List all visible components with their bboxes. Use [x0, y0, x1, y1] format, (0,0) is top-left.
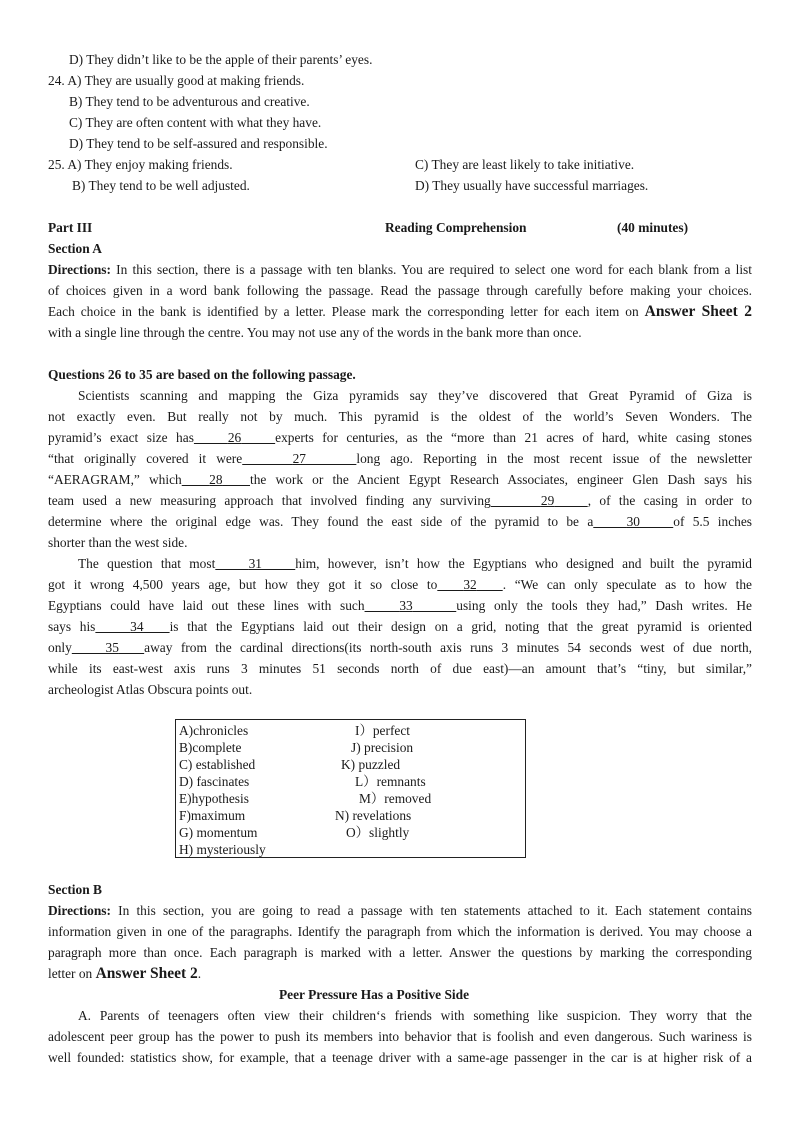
q24-option-b: B) They tend to be adventurous and creative. — [69, 94, 310, 109]
paragraph-a-line: well founded: statistics show, for example, that a teenage driver with a same-age passenger in the car is at higher risk of a — [48, 1050, 752, 1065]
blank-29: 29 — [540, 493, 555, 508]
section-b-directions-line-2: information given in one of the paragraphs. Identify the paragraph from which the information is derived. You may choose a — [48, 924, 752, 939]
bank-choice: L）remnants — [355, 774, 426, 789]
passage-title: Peer Pressure Has a Positive Side — [278, 987, 470, 1002]
section-b-directions-line-4: letter on Answer Sheet 2. — [48, 965, 202, 982]
directions-label: Directions: — [48, 903, 111, 918]
passage-line: “that originally covered it were 27 long ago. Reporting in the most recent issue of the newsletter — [48, 451, 752, 466]
passage-line: Scientists scanning and mapping the Giza pyramids say they’ve discovered that Great Pyramid of Giza is — [78, 388, 752, 403]
bank-choice: N) revelations — [335, 808, 412, 823]
bank-choice: O）slightly — [346, 825, 410, 840]
passage-line: only 35 away from the cardinal directions(its north-south axis runs 3 minutes 54 seconds west of due north, — [48, 640, 753, 655]
bank-choice: C) established — [179, 757, 256, 772]
passage-line: archeologist Atlas Obscura points out. — [48, 682, 253, 697]
questions-heading: Questions 26 to 35 are based on the following passage. — [48, 367, 356, 382]
directions-label: Directions: — [48, 262, 111, 277]
bank-choice: I）perfect — [355, 723, 411, 738]
bank-choice: K) puzzled — [341, 757, 401, 772]
bank-choice: A)chronicles — [179, 723, 249, 738]
passage-line: “AERAGRAM,” which 28 the work or the Ancient Egypt Research Associates, engineer Glen Dash says his — [48, 472, 753, 487]
section-b-heading: Section B — [48, 882, 102, 897]
passage-line: says his 34 is that the Egyptians laid out their design on a grid, noting that the great pyramid is oriented — [48, 619, 752, 634]
passage-line: determine where the original edge was. They found the east side of the pyramid to be a 30 of 5.5 inches — [48, 514, 752, 529]
section-a-directions-line-4: with a single line through the centre. You may not use any of the words in the bank more than once. — [48, 325, 582, 340]
blank-26: 26 — [227, 430, 242, 445]
part-label: Part III — [48, 220, 93, 235]
part-title: Reading Comprehension — [385, 220, 527, 235]
q24-option-a: 24. A) They are usually good at making friends. — [48, 73, 305, 88]
q25-option-c: C) They are least likely to take initiative. — [415, 157, 635, 172]
bank-choice: B)complete — [179, 740, 242, 755]
blank-34: 34 — [130, 619, 144, 634]
bank-choice: M）removed — [359, 791, 432, 806]
q24-option-d: D) They tend to be self-assured and responsible. — [69, 136, 328, 151]
section-b-directions-line-3: paragraph more than once. Each paragraph is marked with a letter. Answer the questions by marking the corresponding — [48, 945, 752, 960]
q25-option-d: D) They usually have successful marriages. — [415, 178, 649, 193]
q25-option-b: B) They tend to be well adjusted. — [72, 178, 250, 193]
section-a-heading: Section A — [48, 241, 102, 256]
bank-choice: J) precision — [351, 740, 414, 755]
part-time: (40 minutes) — [617, 220, 689, 235]
answer-sheet-label: Answer Sheet 2 — [95, 965, 198, 982]
passage-line: The question that most 31 him, however, isn’t how the Egyptians who designed and built the pyramid — [78, 556, 752, 571]
bank-choice: D) fascinates — [179, 774, 250, 789]
paragraph-a-line: adolescent peer group has the power to push its members into behavior that is foolish and even dangerous. Such wariness is — [48, 1029, 752, 1044]
passage-line: pyramid’s exact size has 26 experts for centuries, as the “more than 21 acres of hard, white casing stones — [48, 430, 753, 445]
bank-choice: F)maximum — [179, 808, 246, 823]
passage-line: Egyptians could have laid out these lines with such 33 using only the tools they had,” Dash writes. He — [48, 598, 752, 613]
passage-line: got it wrong 4,500 years age, but how they got it so close to 32 . “We can only speculate as to how the — [48, 577, 753, 592]
q23-option-d: D) They didn’t like to be the apple of their parents’ eyes. — [69, 52, 373, 67]
blank-27: 27 — [292, 451, 306, 466]
q24-option-c: C) They are often content with what they have. — [69, 115, 322, 130]
blank-28: 28 — [209, 472, 223, 487]
bank-choice: E)hypothesis — [179, 791, 249, 806]
blank-31: 31 — [248, 556, 262, 571]
section-a-directions-line-1: Directions: In this section, there is a passage with ten blanks. You are required to select one word for each blank from a list — [48, 262, 752, 277]
blank-35: 35 — [105, 640, 119, 655]
section-a-directions-line-3: Each choice in the bank is identified by a letter. Please mark the corresponding letter for each item on Answer Sheet 2 — [48, 303, 752, 320]
passage-line: while its east-west axis runs 3 minutes 51 seconds north of due east)—an amount that’s “tiny, but similar,” — [48, 661, 752, 676]
blank-32: 32 — [463, 577, 477, 592]
section-b-directions-line-1: Directions: In this section, you are going to read a passage with ten statements attached to it. Each statement contains — [48, 903, 752, 918]
section-a-directions-line-2: of choices given in a word bank following the passage. Read the passage through carefully before making your choices. — [48, 283, 752, 298]
word-bank — [175, 719, 526, 858]
q25-option-a: 25. A) They enjoy making friends. — [48, 157, 233, 172]
bank-choice: G) momentum — [179, 825, 258, 840]
answer-sheet-label: Answer Sheet 2 — [644, 303, 752, 320]
passage-line: team used a new measuring approach that involved finding any surviving 29 , of the casing in order to — [48, 493, 752, 508]
blank-30: 30 — [626, 514, 640, 529]
passage-line: shorter than the west side. — [48, 535, 188, 550]
passage-line: not exactly even. But really not by much. This pyramid is the oldest of the world’s Seven Wonders. The — [48, 409, 752, 424]
bank-choice: H) mysteriously — [179, 842, 266, 857]
paragraph-a-line: A. Parents of teenagers often view their children‘s friends with something like suspicion. They worry that the — [78, 1008, 752, 1023]
blank-33: 33 — [399, 598, 413, 613]
